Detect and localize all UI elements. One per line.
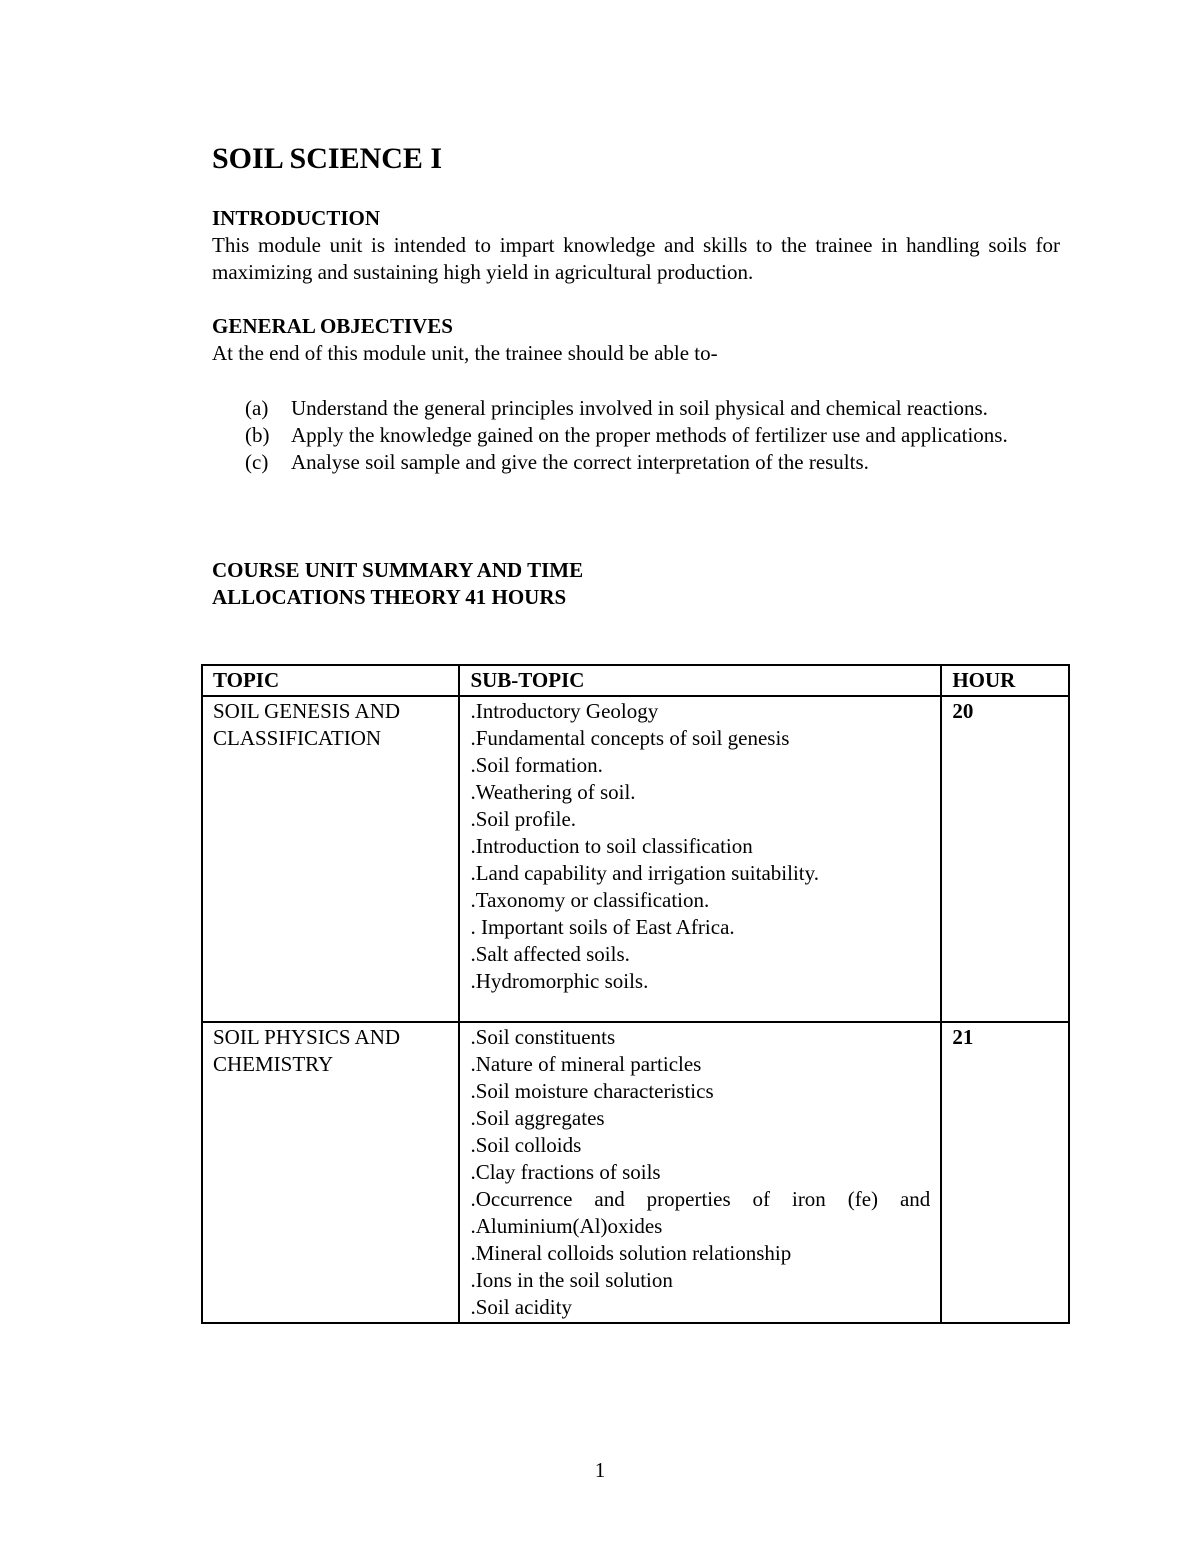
subtopic-cell (459, 1022, 941, 1323)
general-objectives-heading: GENERAL OBJECTIVES (212, 314, 453, 338)
subtopic-line: .Land capability and irrigation suitability. (470, 861, 820, 885)
subtopic-line: .Soil profile. (470, 807, 577, 831)
objectives-list (212, 395, 1060, 476)
subtopic-line: .Taxonomy or classification. (470, 888, 710, 912)
subtopic-line: .Soil constituents (470, 1025, 616, 1049)
subtopic-line: .Introduction to soil classification (470, 834, 753, 858)
objective-text: Analyse soil sample and give the correct interpretation of the results. (291, 450, 869, 474)
objective-item (212, 395, 1060, 422)
subtopic-line: .Salt affected soils. (470, 942, 630, 966)
page-number: 1 (594, 1458, 606, 1482)
introduction-heading: INTRODUCTION (212, 206, 381, 230)
objective-item (212, 449, 1060, 476)
subtopic-line: .Ions in the soil solution (470, 1268, 673, 1292)
subtopic-line: .Weathering of soil. (470, 780, 636, 804)
general-objectives-lead: At the end of this module unit, the trainee should be able to- (212, 341, 718, 365)
subtopic-line: .Soil formation. (470, 753, 603, 777)
objective-marker: (a) (245, 396, 269, 420)
subtopic-line: .Occurrence and properties of iron (fe) and (470, 1187, 931, 1211)
subtopic-cell (459, 696, 941, 1022)
table-row (202, 696, 1069, 1022)
subtopic-line: .Hydromorphic soils. (470, 969, 649, 993)
subtopic-line: .Aluminium(Al)oxides (470, 1214, 663, 1238)
subtopic-line: . Important soils of East Africa. (470, 915, 735, 939)
subtopic-line: .Clay fractions of soils (470, 1160, 661, 1184)
topic-cell: SOIL GENESIS AND CLASSIFICATION (202, 696, 459, 1022)
summary-heading-line-1: COURSE UNIT SUMMARY AND TIME (212, 558, 584, 582)
hour-cell: 20 (941, 696, 1069, 1022)
header-subtopic: SUB-TOPIC (459, 665, 941, 696)
objective-text: Apply the knowledge gained on the proper methods of fertilizer use and applications. (291, 423, 1008, 447)
course-unit-table (201, 664, 1070, 1324)
introduction-text: This module unit is intended to impart knowledge and skills to the trainee in handling soils for maximizing and sustaining high yield in agricultural production. (212, 233, 1060, 284)
table-header-row (202, 665, 1069, 696)
objective-item (212, 422, 1060, 449)
objective-marker: (c) (245, 450, 269, 474)
header-hour: HOUR (941, 665, 1069, 696)
subtopic-line: .Nature of mineral particles (470, 1052, 702, 1076)
objective-marker: (b) (245, 423, 270, 447)
hour-cell: 21 (941, 1022, 1069, 1323)
subtopic-line: .Soil colloids (470, 1133, 582, 1157)
document-title: SOIL SCIENCE I (212, 142, 443, 175)
subtopic-line: .Introductory Geology (470, 699, 659, 723)
subtopic-line: .Mineral colloids solution relationship (470, 1241, 792, 1265)
topic-cell: SOIL PHYSICS AND CHEMISTRY (202, 1022, 459, 1323)
subtopic-line: .Soil moisture characteristics (470, 1079, 714, 1103)
subtopic-line: .Fundamental concepts of soil genesis (470, 726, 790, 750)
header-topic: TOPIC (202, 665, 459, 696)
subtopic-line: .Soil aggregates (470, 1106, 605, 1130)
summary-heading-line-2: ALLOCATIONS THEORY 41 HOURS (212, 585, 567, 609)
table-row (202, 1022, 1069, 1323)
objective-text: Understand the general principles involved in soil physical and chemical reactions. (291, 396, 988, 420)
subtopic-line: .Soil acidity (470, 1295, 572, 1319)
